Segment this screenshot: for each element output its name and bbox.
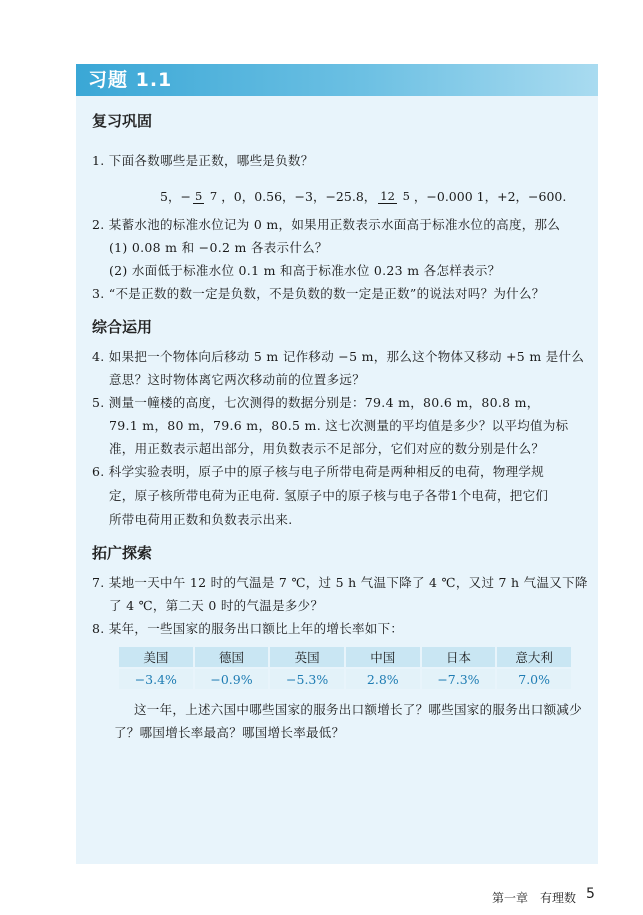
table-header-cell: 中国 bbox=[346, 647, 420, 667]
question-5-line-3: 准，用正数表示超出部分，用负数表示不足部分，它们对应的数分别是什么？ bbox=[109, 441, 545, 456]
question-8-line-1: 8. 某年，一些国家的服务出口额比上年的增长率如下： bbox=[92, 621, 404, 636]
section-review-heading: 复习巩固 bbox=[92, 112, 153, 130]
section-explore-heading: 拓广探索 bbox=[92, 544, 153, 562]
table-header-cell: 美国 bbox=[119, 647, 193, 667]
number-list-part-1: 5， bbox=[160, 189, 181, 204]
number-list-part-2: ，0，0.56，−3，−25.8， bbox=[221, 189, 377, 204]
growth-rate-table bbox=[117, 645, 573, 691]
question-3-text: 3. “不是正数的数一定是负数，不是负数的数一定是正数”的说法对吗？为什么？ bbox=[92, 286, 545, 301]
exercise-title: 习题 1.1 bbox=[88, 69, 173, 91]
chapter-label: 第一章 有理数 bbox=[492, 891, 577, 905]
table-header-row bbox=[119, 647, 571, 667]
fraction-1 bbox=[193, 189, 219, 204]
fraction-1-sign: − bbox=[180, 188, 191, 204]
table-header-cell: 意大利 bbox=[497, 647, 571, 667]
question-2-sub-1: (1) 0.08 m 和 −0.2 m 各表示什么？ bbox=[109, 240, 328, 255]
question-4-line-2: 意思？这时物体离它两次移动前的位置多远？ bbox=[109, 372, 366, 387]
table-row bbox=[119, 669, 571, 689]
page-number: 5 bbox=[586, 886, 595, 902]
question-2-sub-2: (2) 水面低于标准水位 0.1 m 和高于标准水位 0.23 m 各怎样表示？ bbox=[109, 263, 501, 278]
table-cell: 2.8% bbox=[346, 669, 420, 689]
fraction-2-denominator: 5 bbox=[402, 188, 410, 203]
question-6-line-1: 6. 科学实验表明，原子中的原子核与电子所带电荷是两种相反的电荷，物理学规 bbox=[92, 464, 545, 479]
table-header-cell: 日本 bbox=[422, 647, 496, 667]
question-7-line-2: 了 4 ℃，第二天 0 时的气温是多少？ bbox=[109, 598, 324, 613]
question-2-text: 2. 某蓄水池的标准水位记为 0 m，如果用正数表示水面高于标准水位的高度，那么 bbox=[92, 217, 561, 232]
fraction-2 bbox=[378, 189, 412, 204]
table-cell: −3.4% bbox=[119, 669, 193, 689]
number-list-part-3: ，−0.000 1，+2，−600. bbox=[413, 189, 567, 204]
question-1-text: 1. 下面各数哪些是正数，哪些是负数？ bbox=[92, 153, 314, 168]
section-apply-heading: 综合运用 bbox=[92, 318, 153, 336]
question-1-numbers bbox=[160, 175, 566, 217]
question-4-line-1: 4. 如果把一个物体向后移动 5 m 记作移动 −5 m，那么这个物体又移动 +5 m 是什么 bbox=[92, 349, 585, 364]
question-5-line-2: 79.1 m，80 m，79.6 m，80.5 m. 这七次测量的平均值是多少？以平均值为标 bbox=[109, 418, 569, 433]
table-header-cell: 德国 bbox=[195, 647, 269, 667]
table-cell: −5.3% bbox=[270, 669, 344, 689]
table-cell: 7.0% bbox=[497, 669, 571, 689]
table-header-cell: 英国 bbox=[270, 647, 344, 667]
fraction-2-numerator: 12 bbox=[380, 188, 395, 203]
table-cell: −0.9% bbox=[195, 669, 269, 689]
fraction-1-numerator: 5 bbox=[194, 188, 203, 203]
fraction-1-denominator: 7 bbox=[209, 188, 218, 203]
question-5-line-1: 5. 测量一幢楼的高度，七次测得的数据分别是：79.4 m，80.6 m，80.8 m， bbox=[92, 395, 540, 410]
question-7-line-1: 7. 某地一天中午 12 时的气温是 7 ℃，过 5 h 气温下降了 4 ℃，又过 7 h 气温又下降 bbox=[92, 575, 588, 590]
table-cell: −7.3% bbox=[422, 669, 496, 689]
question-6-line-2: 定，原子核所带电荷为正电荷. 氢原子中的原子核与电子各带1个电荷，把它们 bbox=[109, 488, 549, 503]
question-8-after-line-1: 这一年，上述六国中哪些国家的服务出口额增长了？哪些国家的服务出口额减少 bbox=[134, 702, 583, 717]
question-6-line-3: 所带电荷用正数和负数表示出来. bbox=[109, 512, 293, 527]
question-8-after-line-2: 了？哪国增长率最高？哪国增长率最低？ bbox=[114, 725, 345, 740]
